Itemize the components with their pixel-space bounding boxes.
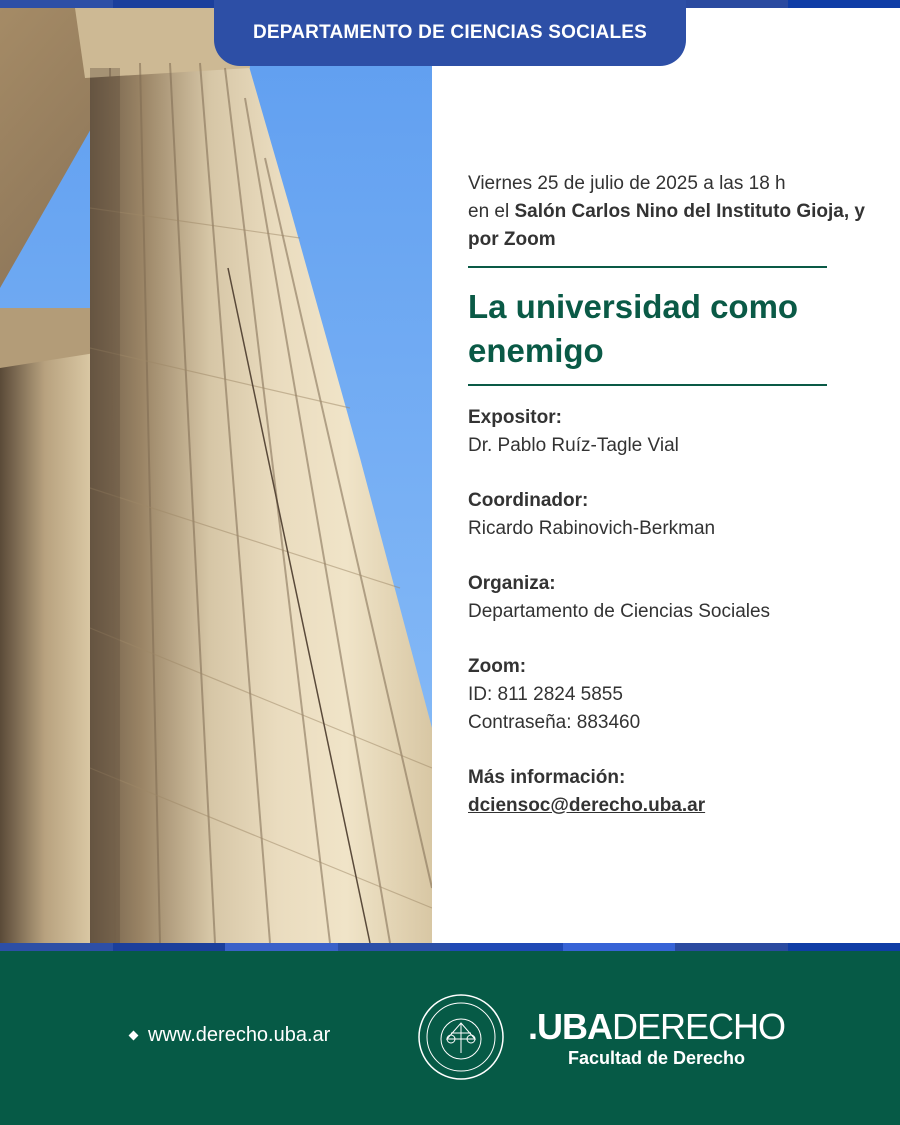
event-place-prefix: en el bbox=[468, 201, 515, 222]
info-block bbox=[468, 764, 868, 820]
divider-top bbox=[468, 266, 827, 268]
event-title: La universidad como enemigo bbox=[468, 288, 799, 369]
faculty-seal-logo bbox=[417, 993, 505, 1081]
organiza-label: Organiza: bbox=[468, 573, 556, 594]
contact-email-link[interactable]: dciensoc@derecho.uba.ar bbox=[468, 795, 706, 816]
info-label: Más información: bbox=[468, 767, 626, 788]
divider-bottom bbox=[468, 384, 827, 386]
brand-subtitle: Facultad de Derecho bbox=[568, 1048, 746, 1068]
department-title: DEPARTAMENTO DE CIENCIAS SOCIALES bbox=[252, 22, 648, 43]
coordinador-block bbox=[468, 487, 868, 543]
event-place: Salón Carlos Nino del Instituto Gioja, y por Zoom bbox=[468, 201, 865, 250]
brand-suffix: DERECHO bbox=[612, 1006, 786, 1047]
zoom-id: ID: 811 2824 5855 bbox=[468, 684, 623, 705]
bottom-color-stripe bbox=[0, 943, 900, 951]
expositor-label: Expositor: bbox=[468, 407, 562, 428]
website-text: www.derecho.uba.ar bbox=[148, 1024, 331, 1046]
expositor-value: Dr. Pablo Ruíz-Tagle Vial bbox=[468, 435, 679, 456]
zoom-password: Contraseña: 883460 bbox=[468, 712, 641, 733]
expositor-block bbox=[468, 404, 868, 460]
uba-derecho-logo bbox=[528, 1008, 785, 1069]
event-intro bbox=[468, 170, 868, 254]
zoom-block bbox=[468, 653, 868, 737]
brand-prefix: .UBA bbox=[528, 1006, 612, 1047]
website-link[interactable] bbox=[130, 1024, 330, 1047]
column-photo bbox=[0, 8, 432, 943]
organiza-value: Departamento de Ciencias Sociales bbox=[468, 601, 771, 622]
organiza-block bbox=[468, 570, 868, 626]
coordinador-value: Ricardo Rabinovich-Berkman bbox=[468, 518, 716, 539]
event-date-line: Viernes 25 de julio de 2025 a las 18 h bbox=[468, 173, 786, 194]
coordinador-label: Coordinador: bbox=[468, 490, 589, 511]
department-header-tab bbox=[214, 0, 686, 66]
zoom-label: Zoom: bbox=[468, 656, 527, 677]
diamond-bullet-icon bbox=[129, 1031, 139, 1041]
